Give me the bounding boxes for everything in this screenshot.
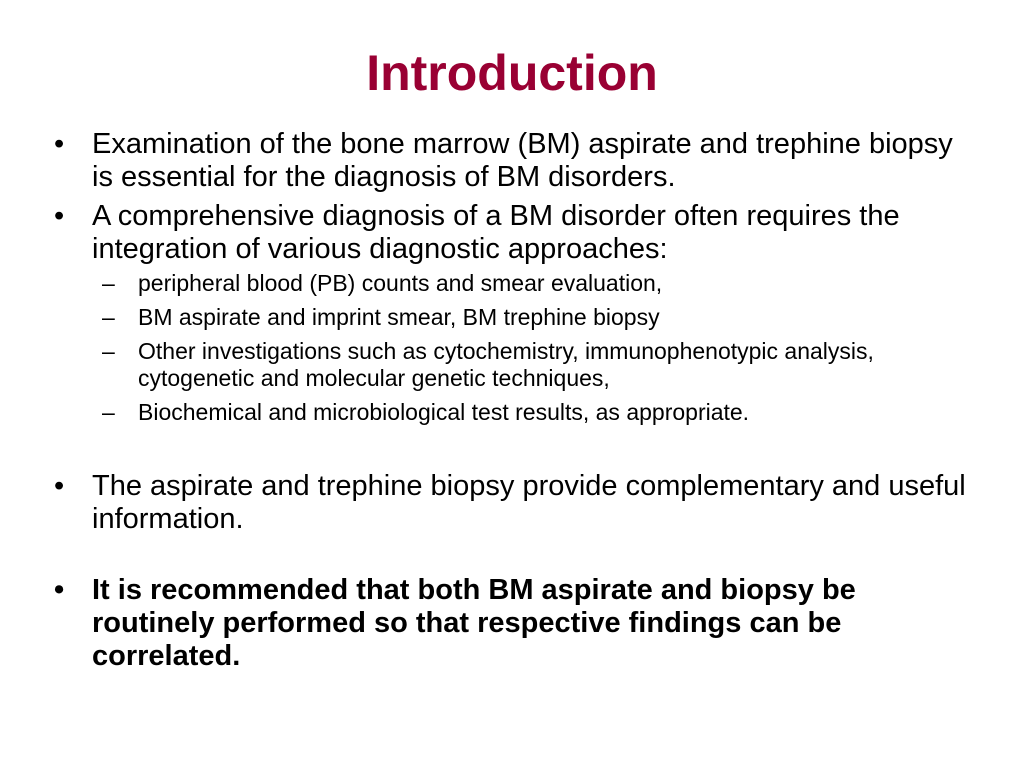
- sub-bullet-text: BM aspirate and imprint smear, BM trephine biopsy: [138, 304, 660, 330]
- bullet-text: It is recommended that both BM aspirate and biopsy be routinely performed so that respective findings can be correlated.: [92, 574, 856, 672]
- bullet-marker: •: [54, 574, 65, 606]
- slide-title: Introduction: [366, 45, 658, 101]
- slide-body: [54, 128, 974, 673]
- bullet-marker: •: [54, 128, 65, 160]
- sub-bullet-text: peripheral blood (PB) counts and smear evaluation,: [138, 270, 663, 296]
- sub-bullet-marker: –: [102, 270, 115, 296]
- sub-bullet-text: Other investigations such as cytochemistry, immunophenotypic analysis, cytogenetic and molecular genetic techniques,: [138, 338, 874, 391]
- sub-bullet-marker: –: [102, 399, 115, 425]
- sub-bullet-item: [54, 338, 974, 392]
- sub-bullet-item: [54, 270, 974, 297]
- sub-bullet-item: [54, 399, 974, 426]
- sub-bullet-marker: –: [102, 304, 115, 330]
- bullet-text: A comprehensive diagnosis of a BM disorder often requires the integration of various diagnostic approaches:: [92, 200, 900, 265]
- bullet-text: Examination of the bone marrow (BM) aspirate and trephine biopsy is essential for the diagnosis of BM disorders.: [92, 128, 953, 193]
- bullet-item: [54, 470, 974, 536]
- sub-bullet-marker: –: [102, 338, 115, 364]
- bullet-marker: •: [54, 470, 65, 502]
- bullet-item-emphasis: [54, 574, 974, 673]
- bullet-marker: •: [54, 200, 65, 232]
- bullet-text: The aspirate and trephine biopsy provide complementary and useful information.: [92, 470, 966, 535]
- sub-bullet-item: [54, 304, 974, 331]
- sub-bullet-text: Biochemical and microbiological test results, as appropriate.: [138, 399, 750, 425]
- bullet-item: [54, 200, 974, 266]
- bullet-item: [54, 128, 974, 194]
